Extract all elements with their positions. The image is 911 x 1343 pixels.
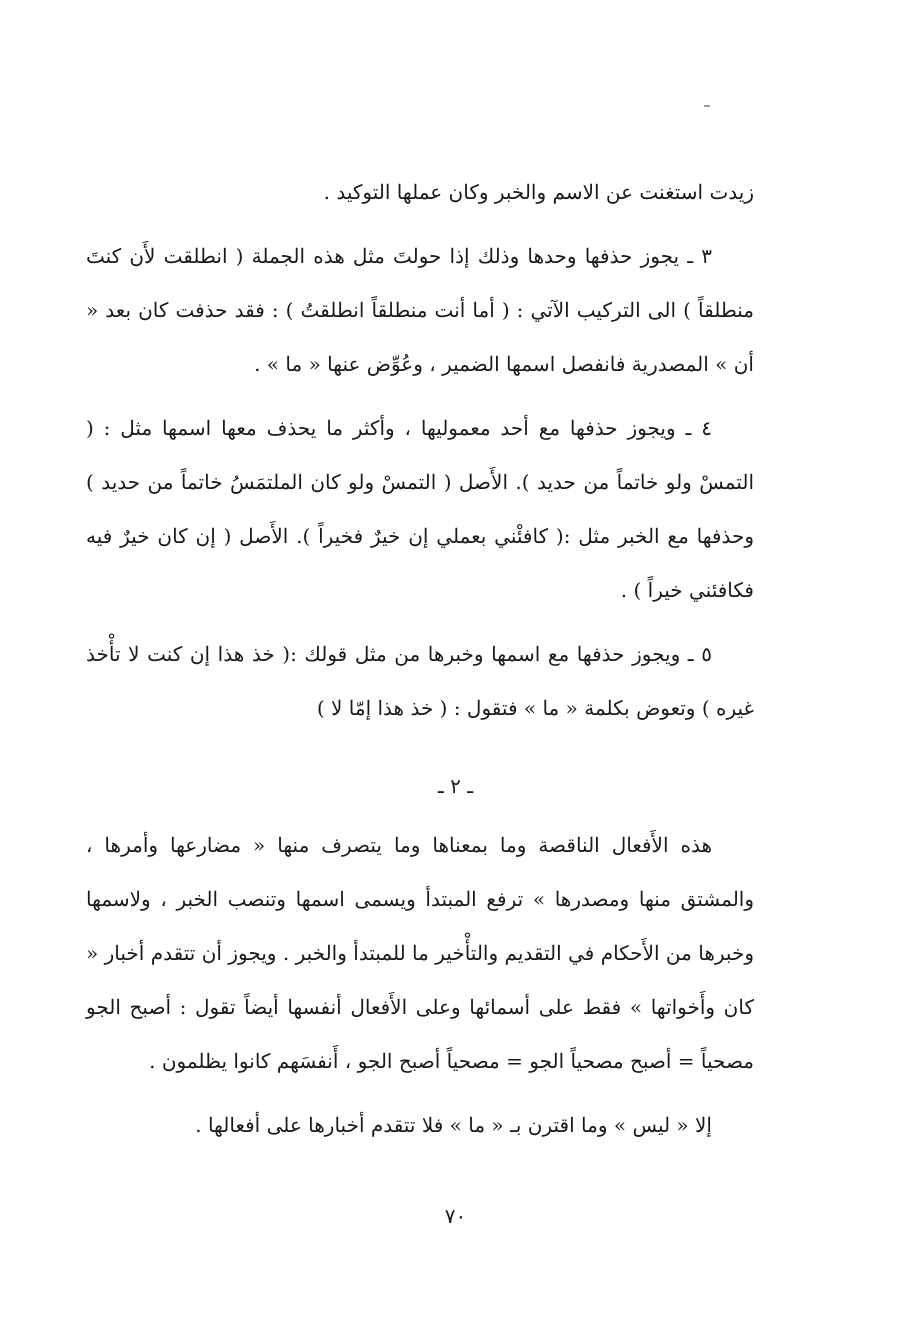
- rule-item-4: ٤ ـ ويجوز حذفها مع أحد معموليها ، وأكثر ما يحذف معها اسمها مثل : ( التمسْ ولو خاتماً من حديد ). الأَصل ( التمسْ ولو كان الملتمَسُ خاتماً من حديد ) وحذفها مع الخبر مثل :( كافئْني بعملي إن خيرٌ فخيراً ). الأَصل ( إن كان خيرٌ فيه فكافئني خيراً ) .: [86, 416, 754, 602]
- page-number: ٧٠: [444, 1204, 467, 1228]
- rule-item-3: ٣ ـ يجوز حذفها وحدها وذلك إذا حولتَ مثل هذه الجملة ( انطلقت لأَن كنتَ منطلقاً ) الى التركيب الآتي : ( أما أنت منطلقاً انطلقتُ ) : فقد حذفت كان بعد « أن » المصدرية فانفصل اسمها الضمير ، وعُوِّض عنها « ما » .: [86, 244, 754, 376]
- section-two-paragraph-1: هذه الأَفعال الناقصة وما بمعناها وما يتصرف منها « مضارعها وأمرها ، والمشتق منها ومصدرها » ترفع المبتدأ ويسمى اسمها وتنصب الخبر ، ولاسمها وخبرها من الأَحكام في التقديم والتأْخير ما للمبتدأ والخبر . ويجوز أن تتقدم أخبار « كان وأَخواتها » فقط على أسمائها وعلى الأَفعال أنفسها أيضاً تقول : أصبح الجو مصحياً = أصبح مصحياً الجو = مصحياً أصبح الجو ، أَنفسَهم كانوا يظلمون .: [86, 833, 754, 1073]
- section-one: [86, 165, 754, 735]
- continuation-line: زيدت استغنت عن الاسم والخبر وكان عملها التوكيد .: [323, 180, 754, 204]
- rule-item-5: ٥ ـ ويجوز حذفها مع اسمها وخبرها من مثل قولك :( خذ هذا إن كنت لا تأْخذ غيره ) وتعوض بكلمة « ما » فتقول : ( خذ هذا إمّا لا ): [86, 642, 754, 720]
- section-two: [86, 818, 754, 1152]
- scan-speck: [704, 105, 710, 107]
- section-two-paragraph-2: إلا « ليس » وما اقترن بـ « ما » فلا تتقدم أخبارها على أفعالها .: [195, 1113, 712, 1137]
- section-separator: ـ ٢ ـ: [437, 774, 474, 798]
